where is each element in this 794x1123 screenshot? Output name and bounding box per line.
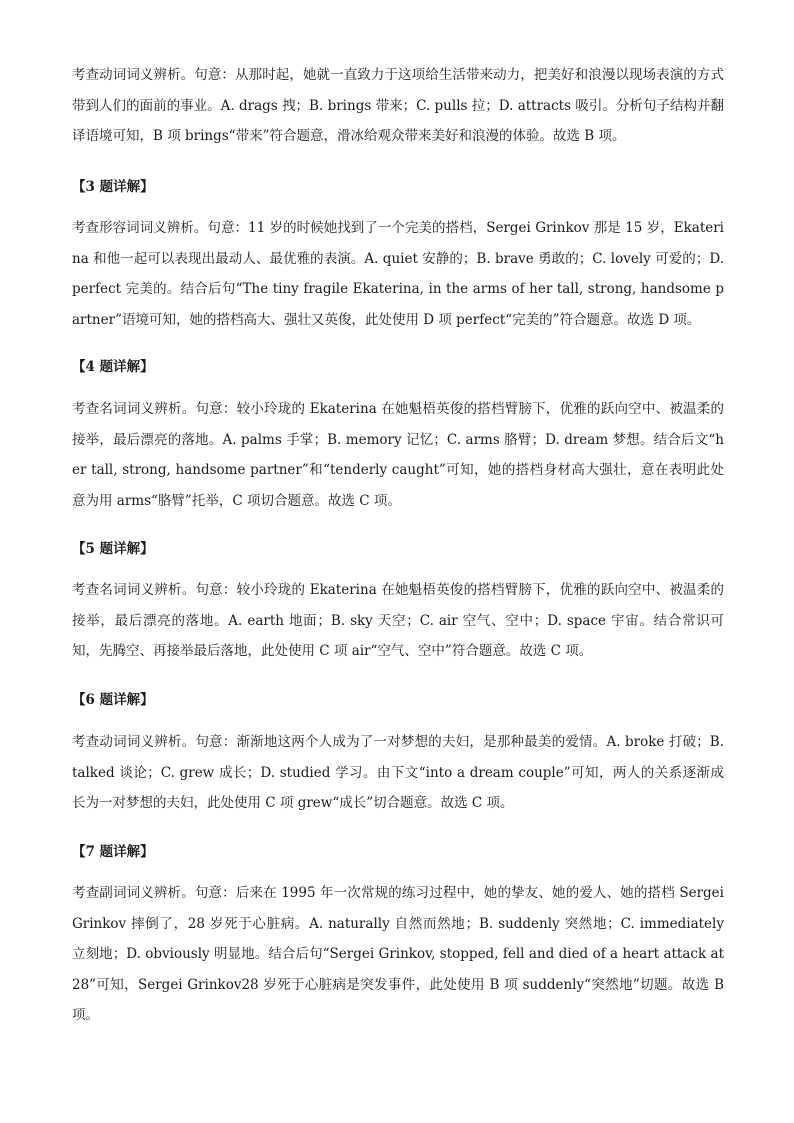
heading-question-3: 【3 题详解】	[72, 179, 154, 195]
heading-question-7: 【7 题详解】	[72, 844, 154, 860]
heading-question-4: 【4 题详解】	[72, 359, 154, 375]
heading-question-6: 【6 题详解】	[72, 692, 154, 708]
paragraph-7-explanation: 考查副词词义辨析。句意：后来在 1995 年一次常规的练习过程中，她的挚友、她的爱人、她的搭档 Sergei Grinkov 摔倒了，28 岁死于心脏病。A. naturally 自然而然地；B. suddenly 突然地；C. immediately 立刻地；D. obviously 明显地。结合后句“Sergei Grinkov, stopped, fell and died of a heart attack at 28”可知，Sergei Grinkov28 岁死于心脏病是突发事件，此处使用 B 项 suddenly“突然地”切题。故选 B 项。	[72, 885, 724, 1023]
paragraph-6-explanation: 考查动词词义辨析。句意：渐渐地这两个人成为了一对梦想的夫妇，是那种最美的爱情。A. broke 打破；B. talked 谈论；C. grew 成长；D. studied 学习。由下文“into a dream couple”可知，两人的关系逐渐成长为一对梦想的夫妇，此处使用 C 项 grew“成长”切合题意。故选 C 项。	[72, 734, 724, 811]
heading-question-5: 【5 题详解】	[72, 541, 154, 557]
paragraph-3-explanation: 考查形容词词义辨析。句意：11 岁的时候她找到了一个完美的搭档，Sergei Grinkov 那是 15 岁，Ekaterina 和他一起可以表现出最动人、最优雅的表演。A. quiet 安静的；B. brave 勇敢的；C. lovely 可爱的；D. perfect 完美的。结合后句“The tiny fragile Ekaterina, in the arms of her tall, strong, handsome partner”语境可知，她的搭档高大、强壮又英俊，此处使用 D 项 perfect“完美的”符合题意。故选 D 项。	[72, 220, 724, 328]
paragraph-4-explanation: 考查名词词义辨析。句意：较小玲珑的 Ekaterina 在她魁梧英俊的搭档臂膀下，优雅的跃向空中、被温柔的接举，最后漂亮的落地。A. palms 手掌；B. memory 记忆；C. arms 胳臂；D. dream 梦想。结合后文“her tall, strong, handsome partner”和“tenderly caught”可知，她的搭档身材高大强壮，意在表明此处意为用 arms“胳臂”托举，C 项切合题意。故选 C 项。	[72, 401, 724, 509]
paragraph-5-explanation: 考查名词词义辨析。句意：较小玲珑的 Ekaterina 在她魁梧英俊的搭档臂膀下，优雅的跃向空中、被温柔的接举，最后漂亮的落地。A. earth 地面；B. sky 天空；C. air 空气、空中；D. space 宇宙。结合常识可知，先腾空、再接举最后落地，此处使用 C 项 air“空气、空中”符合题意。故选 C 项。	[72, 582, 724, 659]
paragraph-2-explanation: 考查动词词义辨析。句意：从那时起，她就一直致力于这项给生活带来动力，把美好和浪漫以现场表演的方式带到人们的面前的事业。A. drags 拽；B. brings 带来；C. pulls 拉；D. attracts 吸引。分析句子结构并翻译语境可知，B 项 brings“带来”符合题意，滑冰给观众带来美好和浪漫的体验。故选 B 项。	[72, 67, 724, 144]
